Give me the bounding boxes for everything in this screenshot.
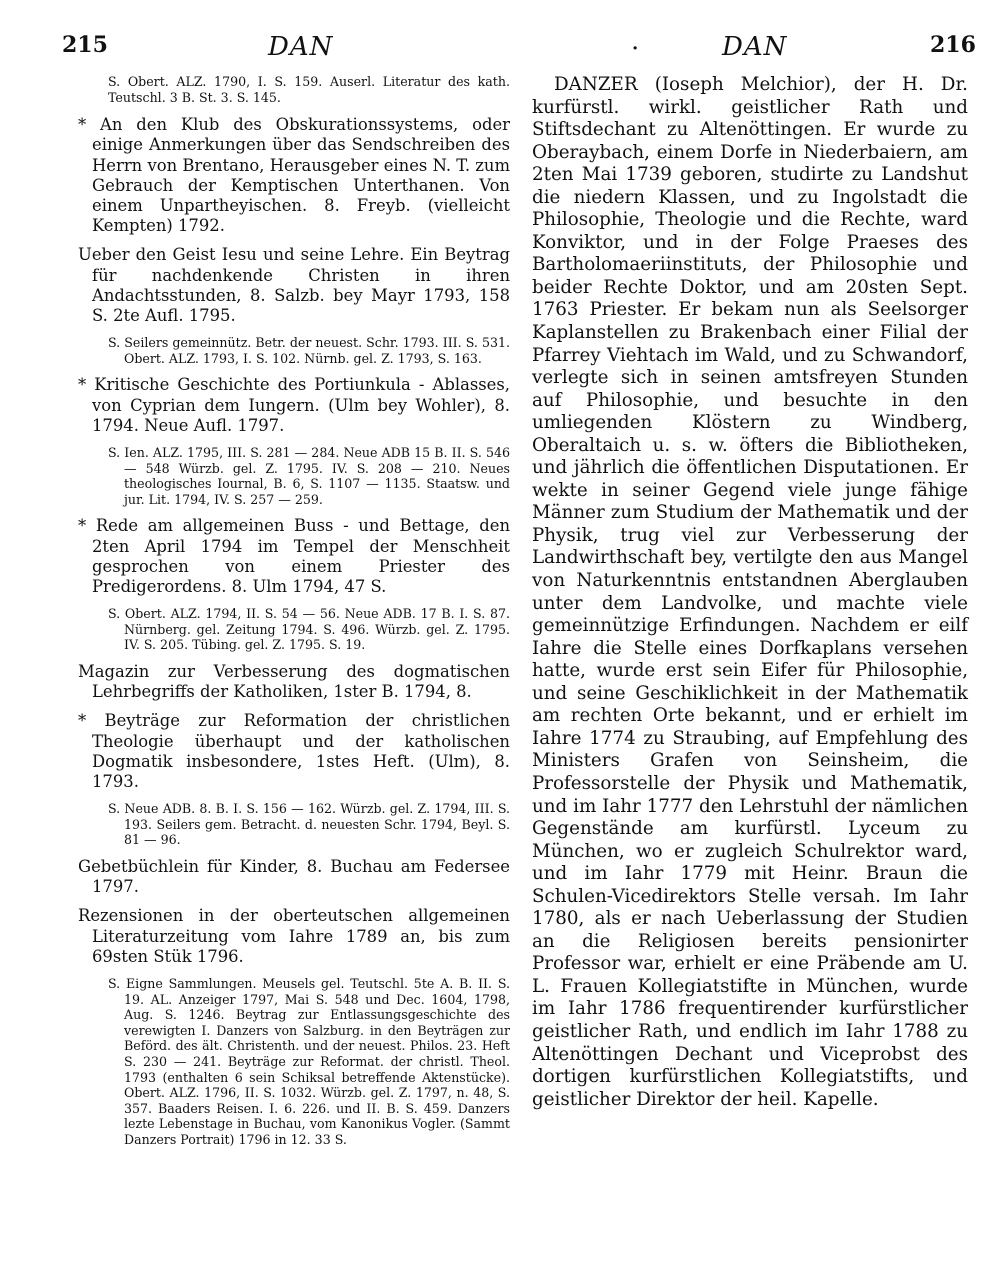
bibliography-entry: Magazin zur Verbesserung des dogmatischen Lehrbegriffs der Katholiken, 1ster B. 1794, 8. <box>78 661 510 702</box>
right-column <box>532 74 968 1111</box>
reference-note: S. Obert. ALZ. 1794, II. S. 54 — 56. Neue ADB. 17 B. I. S. 87. Nürnberg. gel. Zeitung 1794. S. 496. Würzb. gel. Z. 1795. IV. S. 205. Tübing. gel. Z. 1795. S. 19. <box>108 606 510 653</box>
left-page-number: 215 <box>62 32 108 58</box>
left-column <box>78 74 510 1157</box>
reference-note: S. Seilers gemeinnütz. Betr. der neuest. Schr. 1793. III. S. 531. Obert. ALZ. 1793, I. S. 102. Nürnb. gel. Z. 1793, S. 163. <box>108 335 510 366</box>
bibliography-entry: * Kritische Geschichte des Portiunkula - Ablasses, von Cyprian dem Iungern. (Ulm bey Wohler), 8. 1794. Neue Aufl. 1797. <box>78 375 510 435</box>
bibliography-entry: * An den Klub des Obskurationssystems, oder einige Anmerkungen über das Sendschreiben des Herrn von Brentano, Herausgeber eines N. T. zum Gebrauch der Kemptischen Unterthanen. Von einem Unpartheyischen. 8. Freyb. (vielleicht Kempten) 1792. <box>78 115 510 236</box>
reference-note: S. Obert. ALZ. 1790, I. S. 159. Auserl. Literatur des kath. Teutschl. 3 B. St. 3. S. 145. <box>108 74 510 105</box>
right-page-number: 216 <box>930 32 976 58</box>
reference-note: S. Eigne Sammlungen. Meusels gel. Teutschl. 5te A. B. II. S. 19. AL. Anzeiger 1797, Mai S. 548 und Dec. 1604, 1798, Aug. S. 1246. Beytrag zur Entlassungsgeschichte des verewigten I. Danzers von Salzburg. in den Beyträgen zur Beförd. des ält. Christenth. und der neuest. Philos. 23. Heft S. 230 — 241. Beyträge zur Reformat. der christl. Theol. 1793 (enthalten 6 sein Schiksal betreffende Aktenstücke). Obert. ALZ. 1796, II. S. 1032. Würzb. gel. Z. 1797, n. 48, S. 357. Baaders Reisen. I. 6. 226. und II. B. S. 459. Danzers lezte Lebenstage in Buchau, vom Kanonikus Vogler. (Sammt Danzers Portrait) 1796 in 12. 33 S. <box>108 976 510 1147</box>
reference-note: S. Ien. ALZ. 1795, III. S. 281 — 284. Neue ADB 15 B. II. S. 546 — 548 Würzb. gel. Z. 1795. IV. S. 208 — 210. Neues theologisches Iournal, B. 6, S. 1107 — 1135. Staatsw. und jur. Lit. 1794, IV. S. 257 — 259. <box>108 445 510 507</box>
bibliography-entry: Rezensionen in der oberteutschen allgemeinen Literaturzeitung vom Iahre 1789 an, bis zum 69sten Stük 1796. <box>78 906 510 966</box>
reference-note: S. Neue ADB. 8. B. I. S. 156 — 162. Würzb. gel. Z. 1794, III. S. 193. Seilers gem. Betracht. d. neuesten Schr. 1794, Beyl. S. 81 — 96. <box>108 801 510 848</box>
left-running-title: DAN <box>268 32 334 62</box>
biography-paragraph: DANZER (Ioseph Melchior), der H. Dr. kurfürstl. wirkl. geistlicher Rath und Stiftsdechant zu Altenöttingen. Er wurde zu Oberaybach, einem Dorfe in Niederbaiern, am 2ten Mai 1739 geboren, studirte zu Landshut die niedern Klassen, und zu Ingolstadt die Philosophie, Theologie und die Rechte, ward Konviktor, und in der Folge Praeses des Bartholomaeriinstituts, der Philosophie und beider Rechte Doktor, und am 20sten Sept. 1763 Priester. Er bekam nun als Seelsorger Kaplanstellen zu Brakenbach einer Filial der Pfarrey Viehtach im Wald, und zu Schwandorf, verlegte sich in seinen amtsfreyen Stunden auf Philosophie, und besuchte in den umliegenden Klöstern zu Windberg, Oberaltaich u. s. w. öfters die Bibliotheken, und jährlich die öffentlichen Disputationen. Er wekte in seiner Gegend viele junge fähige Männer zum Studium der Mathematik und der Physik, trug viel zur Verbesserung der Landwirthschaft bey, vertilgte den aus Mangel von Naturkenntnis entstandnen Aberglauben unter dem Landvolke, und machte viele gemeinnützige Erfindungen. Nachdem er eilf Iahre die Stelle eines Dorfkaplans versehen hatte, wurde erst sein Eifer für Philosophie, und seine Geschiklichkeit in der Mathematik am rechten Orte bekannt, und er erhielt im Iahre 1774 zu Straubing, auf Empfehlung des Ministers Grafen von Seinsheim, die Professorstelle der Physik und Mathematik, und im Iahr 1777 den Lehrstuhl der nämlichen Gegenstände am kurfürstl. Lyceum zu München, wo er zugleich Schulrektor ward, und im Iahr 1779 mit Heinr. Braun die Schulen-Vicedirektors Stelle versah. Im Iahr 1780, als er nach Ueberlassung der Studien an die Religiosen bereits pensionirter Professor war, erhielt er eine Präbende am U. L. Frauen Kollegiatstifte in München, wurde im Iahr 1786 frequentirender kurfürstlicher geistlicher Rath, und endlich im Iahr 1788 zu Altenöttingen Dechant und Viceprobst des dortigen kurfürstlichen Kollegiatstifts, und geistlicher Direktor der heil. Kapelle. <box>532 74 968 1110</box>
bibliography-entry: Ueber den Geist Iesu und seine Lehre. Ein Beytrag für nachdenkende Christen in ihren Andachtsstunden, 8. Salzb. bey Mayr 1793, 158 S. 2te Aufl. 1795. <box>78 245 510 326</box>
bibliography-entry: Gebetbüchlein für Kinder, 8. Buchau am Federsee 1797. <box>78 856 510 897</box>
right-running-title: DAN <box>722 32 788 62</box>
header-separator: · <box>632 38 639 59</box>
bibliography-entry: * Beyträge zur Reformation der christlichen Theologie überhaupt und der katholischen Dogmatik insbesondere, 1stes Heft. (Ulm), 8. 1793. <box>78 711 510 791</box>
bibliography-entry: * Rede am allgemeinen Buss - und Bettage, den 2ten April 1794 im Tempel der Menschheit gesprochen von einem Priester des Predigerordens. 8. Ulm 1794, 47 S. <box>78 516 510 596</box>
